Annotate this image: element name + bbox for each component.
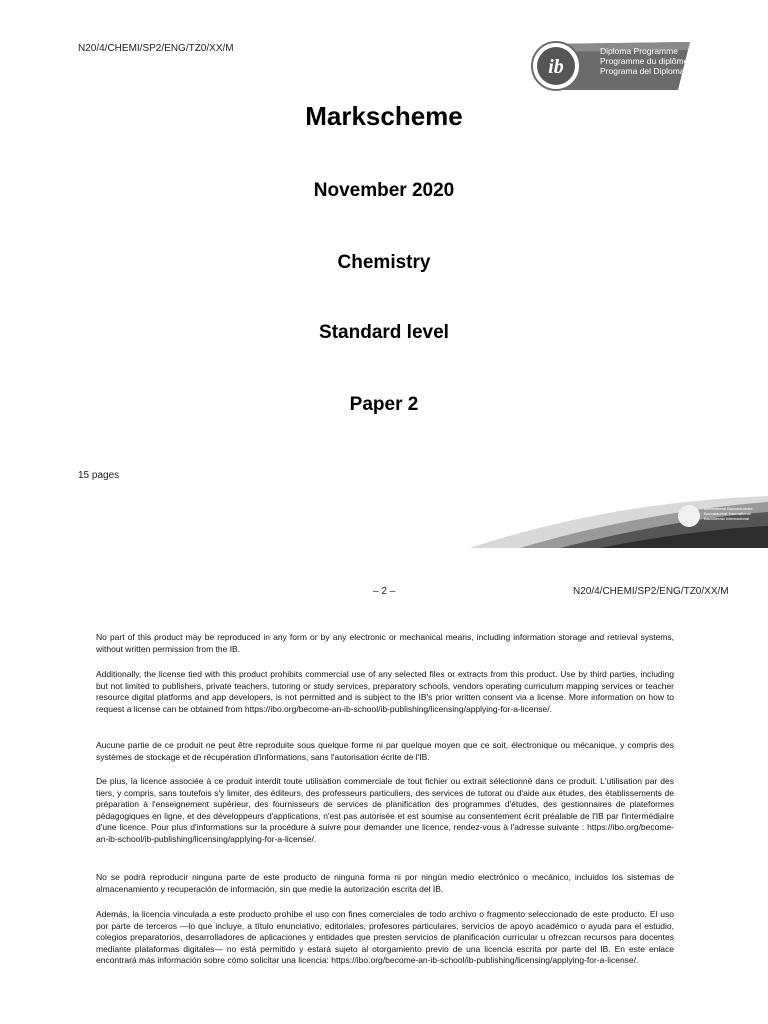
footer-logo-line: International Baccalaureate [704, 506, 753, 511]
copyright-paragraph-en-2: Additionally, the license tied with this product prohibits commercial use of any selected files or extracts from this product. Use by third parties, including but not limited to publishers, private teachers, tutoring or study services, preparatory schools, vendors operating curriculum mapping services or teacher resource digital platforms and app developers, is not permitted and is subject to the IB's prior written consent via a license. More information on how to request a license can be obtained from https://ibo.org/become-an-ib-school/ib-publishing/licensing/applying-for-a-license/. [96, 669, 674, 714]
logo-line: Programa del Diploma [600, 66, 685, 76]
level: Standard level [319, 322, 449, 343]
decorative-swoosh [0, 488, 768, 548]
svg-text:ib: ib [548, 56, 564, 78]
page-count: 15 pages [78, 470, 120, 481]
ib-footer-logo-icon [678, 505, 700, 527]
copyright-paragraph-es-1: No se podrá reproducir ninguna parte de este producto de ninguna forma ni por ningún medio electrónico o mecánico, incluidos los sistemas de almacenamiento y recuperación de información, sin que medie la autorización escrita del IB. [96, 872, 674, 894]
document-reference-code: N20/4/CHEMI/SP2/ENG/TZ0/XX/M [573, 586, 729, 597]
copyright-paragraph-fr-1: Aucune partie de ce produit ne peut être reproduite sous quelque forme ni par quelque moyen que ce soit, électronique ou mécanique, y compris des systèmes de stockage et de récupération d'informations, sans l'autorisation écrite de l'IB. [96, 740, 674, 762]
copyright-paragraph-fr-2: De plus, la licence associée à ce produit interdit toute utilisation commerciale de tout fichier ou extrait sélectionné dans ce produit. L'utilisation par des tiers, y compris, sans toutefois s'y limiter, des éditeurs, des professeurs particuliers, des services de tutorat ou d'aide aux études, des établissements de préparation à l'enseignement supérieur, des fournisseurs de services de planification des programmes d'études, des gestionnaires de plateformes pédagogiques en ligne, et des développeurs d'applications, n'est pas autorisée et est soumise au consentement écrit préalable de l'IB par l'intermédiaire d'une licence. Pour plus d'informations sur la procédure à suivre pour demander une licence, rendez-vous à l'adresse suivante : https://ibo.org/become-an-ib-school/ib-publishing/licensing/applying-for-a-license/. [96, 776, 674, 844]
document-title: Markscheme [305, 101, 463, 131]
paper-number: Paper 2 [349, 394, 419, 415]
ib-logo-text [600, 46, 688, 76]
page-divider [0, 548, 768, 560]
exam-session: November 2020 [313, 180, 455, 201]
copyright-paragraph-en-1: No part of this product may be reproduced in any form or by any electronic or mechanical means, including information storage and retrieval systems, without written permission from the IB. [96, 632, 674, 654]
logo-line: Diploma Programme [600, 46, 678, 56]
copyright-paragraph-es-2: Además, la licencia vinculada a este producto prohíbe el uso con fines comerciales de todo archivo o fragmento seleccionado de este producto. El uso por parte de terceros —lo que incluye, a título enunciativo, editoriales, profesores particulares, servicios de apoyo académico o ayuda para el estudio, colegios preparatorios, desarrolladores de aplicaciones y entidades que presten servicios de planificación curricular u ofrezcan recursos para docentes mediante plataformas digitales— no está permitido y estará sujeto al otorgamiento previo de una licencia escrita por parte del IB. En este enlace encontrará más información sobre cómo solicitar una licencia: https://ibo.org/become-an-ib-school/ib-publishing/licensing/applying-for-a-license/. [96, 909, 674, 965]
logo-line: Programme du diplôme [600, 56, 689, 66]
footer-logo-line: Baccalauréat International [704, 511, 751, 516]
document-reference-code: N20/4/CHEMI/SP2/ENG/TZ0/XX/M [78, 43, 234, 54]
subject: Chemistry [337, 252, 431, 273]
page-number: – 2 – [373, 586, 396, 597]
footer-logo-text [704, 506, 753, 521]
copyright-page [0, 560, 768, 1024]
footer-logo-line: Bachillerato Internacional [704, 516, 749, 521]
